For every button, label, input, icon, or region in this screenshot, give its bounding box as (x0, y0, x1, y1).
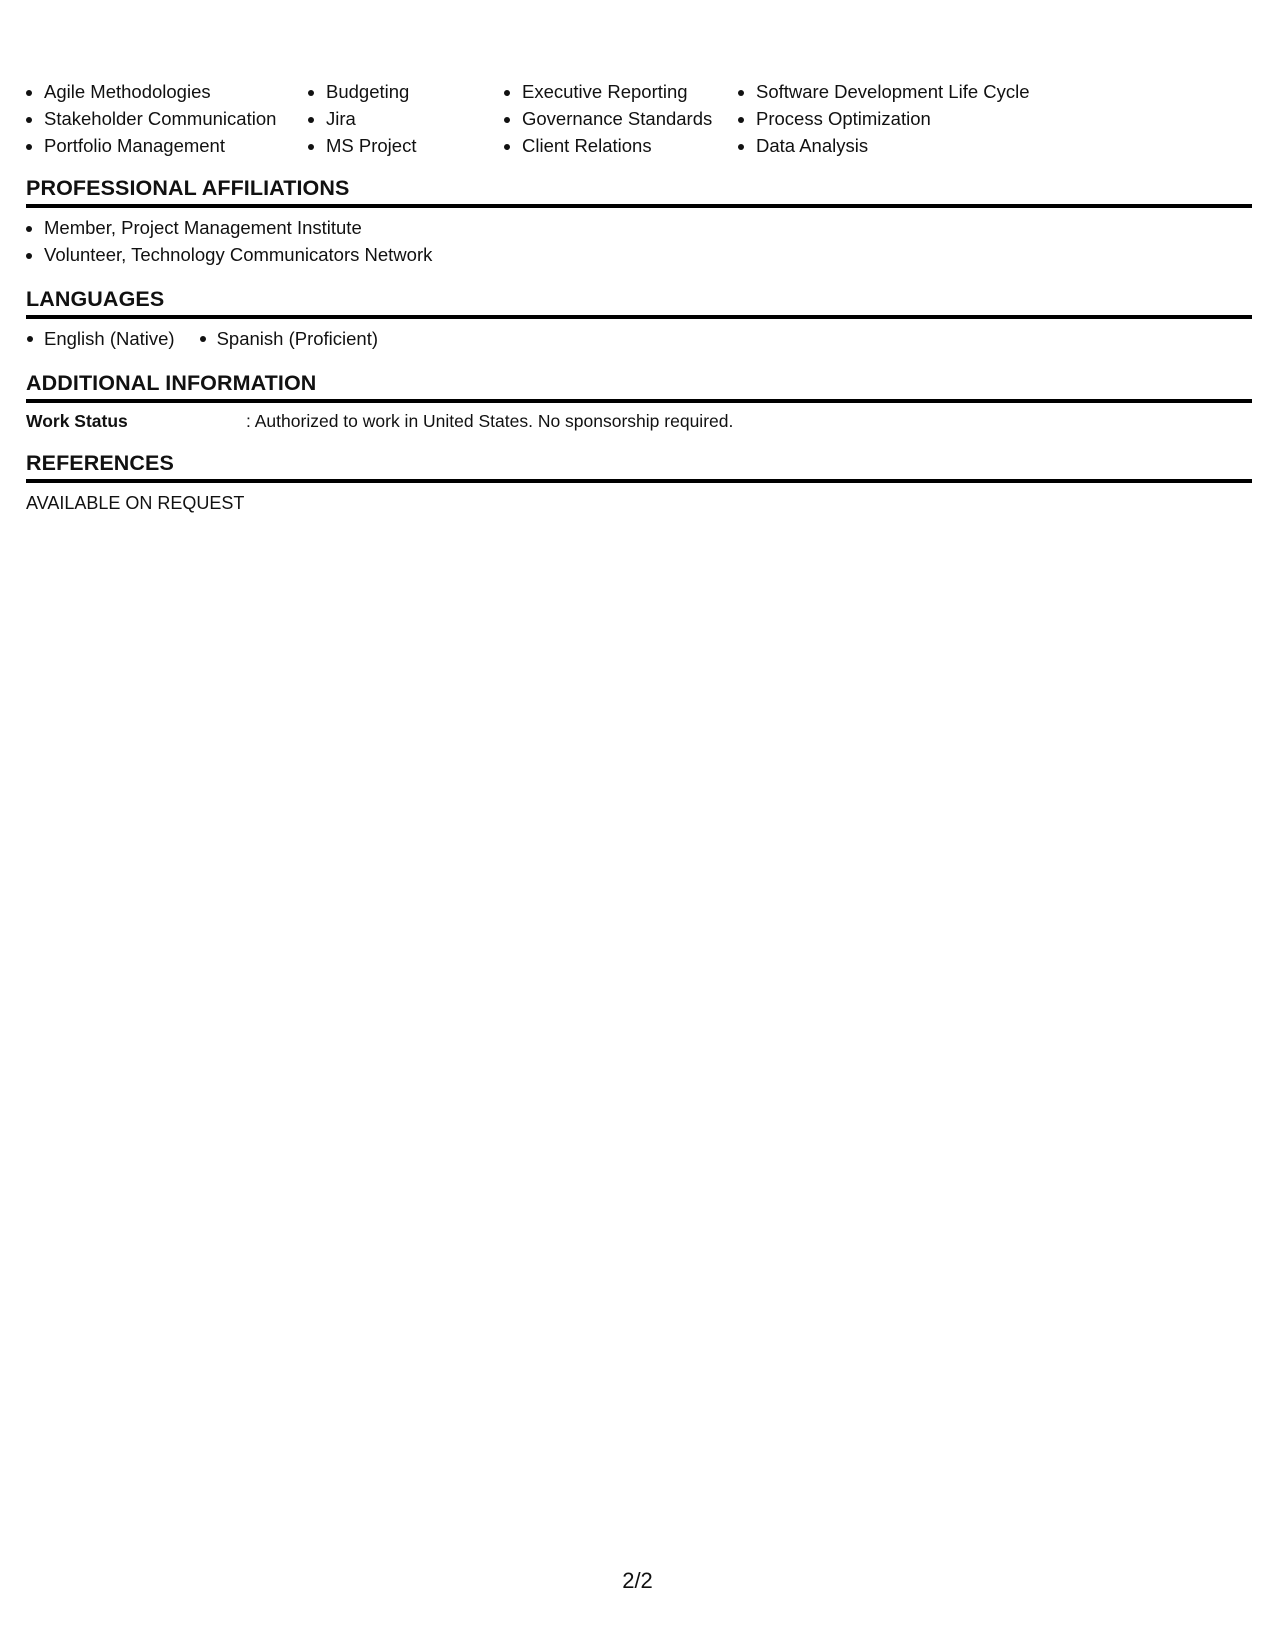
skill-item: • Process Optimization (756, 105, 1076, 132)
affiliations-list (26, 214, 1252, 268)
skills-column-4 (738, 78, 1076, 159)
language-item: Spanish (Proficient) (199, 325, 378, 352)
list-item: • Member, Project Management Institute (44, 214, 1252, 241)
skill-item: • Agile Methodologies (44, 78, 308, 105)
references-heading: REFERENCES (26, 450, 1252, 483)
skill-item: • Portfolio Management (44, 132, 308, 159)
skill-item: • Client Relations (522, 132, 738, 159)
references-text: AVAILABLE ON REQUEST (26, 493, 245, 513)
work-status-row (26, 409, 1252, 433)
skills-column-1 (26, 78, 308, 159)
page-number: 2/2 (622, 1568, 653, 1593)
language-item: English (Native) (26, 325, 175, 352)
skill-item: • MS Project (326, 132, 504, 159)
skill-item: • Executive Reporting (522, 78, 738, 105)
skills-column-3 (504, 78, 738, 159)
work-status-label: Work Status (26, 411, 128, 431)
skills-grid (26, 78, 1252, 159)
resume-page (26, 78, 1252, 515)
additional-info-heading: ADDITIONAL INFORMATION (26, 370, 1252, 403)
work-status-value: : Authorized to work in United States. No sponsorship required. (246, 411, 734, 431)
languages-list (26, 325, 1252, 352)
skill-item: • Stakeholder Communication (44, 105, 308, 132)
skill-item: • Governance Standards (522, 105, 738, 132)
affiliations-heading: PROFESSIONAL AFFILIATIONS (26, 175, 1252, 208)
languages-heading: LANGUAGES (26, 286, 1252, 319)
skill-item: • Data Analysis (756, 132, 1076, 159)
list-item: • Volunteer, Technology Communicators Network (44, 241, 1252, 268)
skill-item: • Software Development Life Cycle (756, 78, 1076, 105)
skill-item: • Jira (326, 105, 504, 132)
skills-column-2 (308, 78, 504, 159)
skill-item: • Budgeting (326, 78, 504, 105)
